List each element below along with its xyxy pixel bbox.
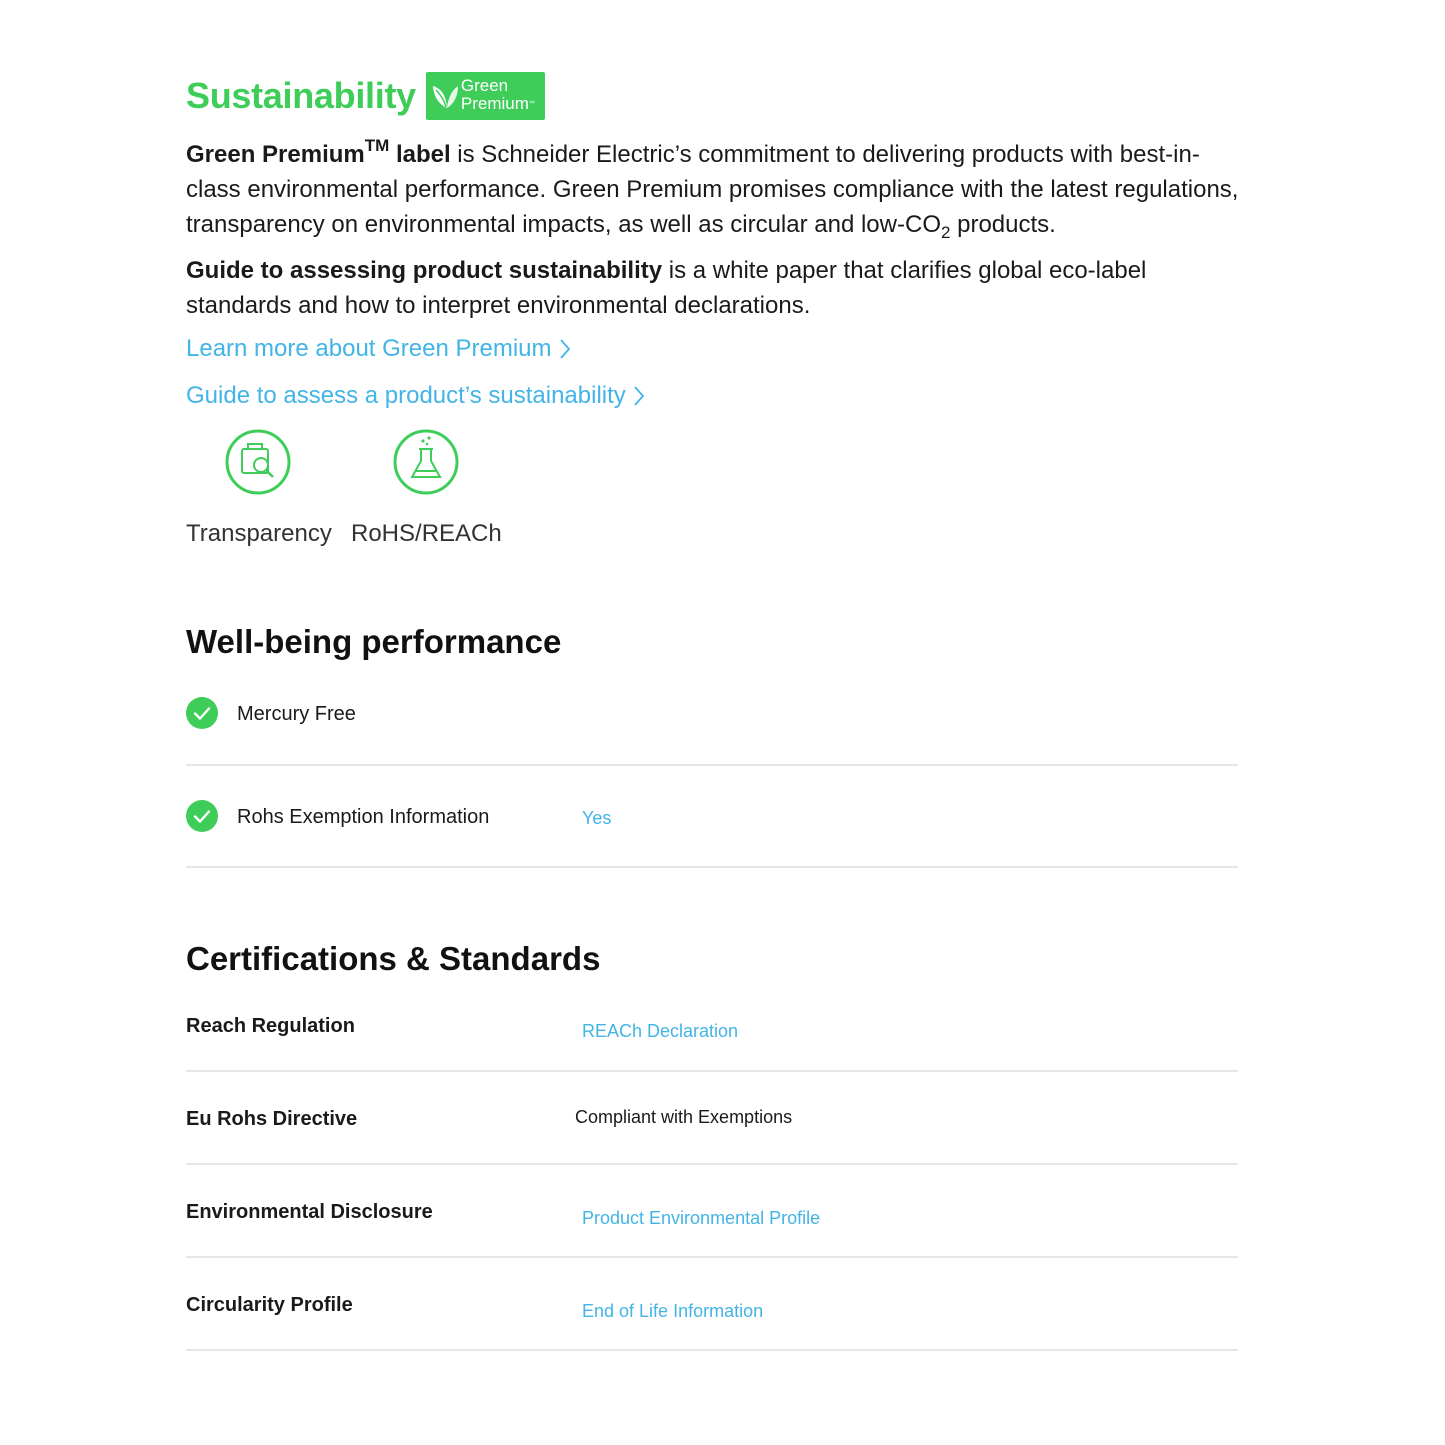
row-label: Rohs Exemption Information [237, 806, 490, 828]
label-suffix: label [389, 141, 451, 168]
environmental-profile-link[interactable]: Product Environmental Profile [582, 1208, 821, 1228]
green-premium-label: Green Premium [186, 141, 365, 168]
transparency-label: Transparency [186, 520, 332, 547]
badge-line-1: Green [460, 76, 509, 95]
link-label: Guide to assess a product’s sustainability [186, 382, 626, 409]
guide-text: is a white paper that clarifies global eco-label standards and how to interpret environmental declarations. [186, 257, 1147, 319]
guide-paragraph [186, 253, 1186, 323]
wellbeing-row [186, 664, 1238, 766]
green-premium-badge-text [461, 77, 535, 113]
cert-row-environmental [186, 1165, 1238, 1258]
sustainability-header [186, 72, 545, 120]
reach-declaration-link[interactable]: REACh Declaration [582, 1021, 739, 1041]
transparency-badge [224, 425, 292, 499]
leaf-icon [430, 78, 460, 114]
rohs-reach-badge [392, 425, 460, 499]
row-label: Circularity Profile [186, 1294, 353, 1316]
row-value: Compliant with Exemptions [575, 1107, 793, 1127]
certifications-title: Certifications & Standards [186, 940, 601, 977]
row-label: Mercury Free [237, 703, 356, 725]
green-premium-badge [426, 72, 545, 120]
cert-row-circularity [186, 1258, 1238, 1351]
chevron-right-icon [560, 338, 570, 360]
wellbeing-row [186, 766, 1238, 868]
badge-line-2: Premium [460, 94, 529, 113]
row-label: Reach Regulation [186, 1015, 355, 1037]
chevron-right-icon [634, 385, 644, 407]
rohs-exemption-value: Yes [582, 808, 612, 828]
link-label: Learn more about Green Premium [186, 335, 552, 362]
learn-more-green-premium-link[interactable] [186, 335, 570, 363]
transparency-icon [224, 425, 292, 499]
check-icon [186, 697, 218, 729]
intro-text-1: is Schneider Electric’s commitment to delivering products with best-in-class environmental performance. Green Premium promises compliance with the latest regulations, transparency on environmental impacts, as well as circular and low-CO [186, 141, 1239, 238]
check-icon [186, 800, 218, 832]
guide-sustainability-link[interactable] [186, 382, 644, 410]
cert-row-eu-rohs [186, 1072, 1238, 1165]
badge-tm: ™ [528, 101, 535, 107]
wellbeing-title: Well-being performance [186, 623, 562, 660]
rohs-reach-label: RoHS/REACh [351, 520, 502, 547]
co2-subscript: 2 [940, 222, 951, 242]
green-premium-paragraph [186, 137, 1246, 242]
cert-row-reach [186, 990, 1238, 1072]
tm-mark: TM [364, 136, 390, 155]
end-of-life-link[interactable]: End of Life Information [582, 1301, 764, 1321]
guide-label: Guide to assessing product sustainability [186, 257, 663, 284]
flask-icon [392, 425, 460, 499]
intro-text-2: products. [950, 211, 1056, 238]
row-label: Eu Rohs Directive [186, 1108, 358, 1130]
row-label: Environmental Disclosure [186, 1201, 433, 1223]
sustainability-title: Sustainability [186, 75, 416, 116]
